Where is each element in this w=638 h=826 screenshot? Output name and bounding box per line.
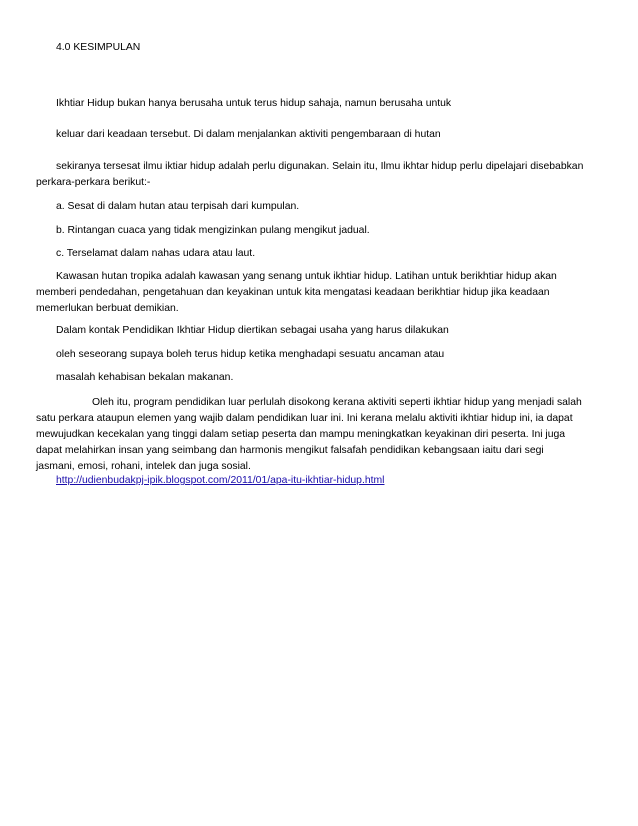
paragraph-line: Oleh itu, program pendidikan luar perlulah disokong kerana aktiviti seperti ikhtiar hidup yang menjadi salah — [92, 397, 582, 408]
paragraph-line: Ikhtiar Hidup bukan hanya berusaha untuk terus hidup sahaja, namun berusaha untuk — [56, 98, 452, 109]
paragraph-line: Dalam kontak Pendidikan Ikhtiar Hidup diertikan sebagai usaha yang harus dilakukan — [56, 325, 449, 336]
paragraph-line: keluar dari keadaan tersebut. Di dalam menjalankan aktiviti pengembaraan di hutan — [56, 129, 441, 140]
paragraph-line: satu perkara ataupun elemen yang wajib dalam pendidikan luar ini. Ini kerana melalu aktiviti ikhtiar hidup ini, ia dapat — [36, 413, 573, 424]
paragraph-line: sekiranya tersesat ilmu iktiar hidup adalah perlu digunakan. Selain itu, Ilmu ikhtar hidup perlu dipelajari disebabkan — [56, 161, 584, 172]
section-heading: 4.0 KESIMPULAN — [56, 42, 141, 53]
paragraph-line: dapat melahirkan insan yang seimbang dan harmonis mengikut falsafah pendidikan kebangsaan iaitu dari segi — [36, 445, 544, 456]
list-item: a. Sesat di dalam hutan atau terpisah dari kumpulan. — [56, 201, 300, 212]
source-link[interactable]: http://udienbudakpj-ipik.blogspot.com/2011/01/apa-itu-ikhtiar-hidup.html — [56, 475, 385, 486]
paragraph-line: memerlukan berbuat demikian. — [36, 303, 179, 314]
list-item: b. Rintangan cuaca yang tidak mengizinkan pulang mengikut jadual. — [56, 225, 370, 236]
list-item: c. Terselamat dalam nahas udara atau laut. — [56, 248, 256, 259]
paragraph-line: memberi pendedahan, pengetahuan dan keyakinan untuk kita mengatasi keadaan berikhtiar hidup jika keadaan — [36, 287, 550, 298]
paragraph-line: oleh seseorang supaya boleh terus hidup ketika menghadapi sesuatu ancaman atau — [56, 349, 445, 360]
paragraph-line: perkara-perkara berikut:- — [36, 177, 151, 188]
paragraph-line: jasmani, emosi, rohani, intelek dan juga sosial. — [36, 461, 251, 472]
paragraph-line: Kawasan hutan tropika adalah kawasan yang senang untuk ikhtiar hidup. Latihan untuk berikhtiar hidup akan — [56, 271, 557, 282]
paragraph-line: mewujudkan kecekalan yang tinggi dalam setiap peserta dan mampu meningkatkan keyakinan diri peserta. Ini juga — [36, 429, 566, 440]
paragraph-line: masalah kehabisan bekalan makanan. — [56, 372, 234, 383]
